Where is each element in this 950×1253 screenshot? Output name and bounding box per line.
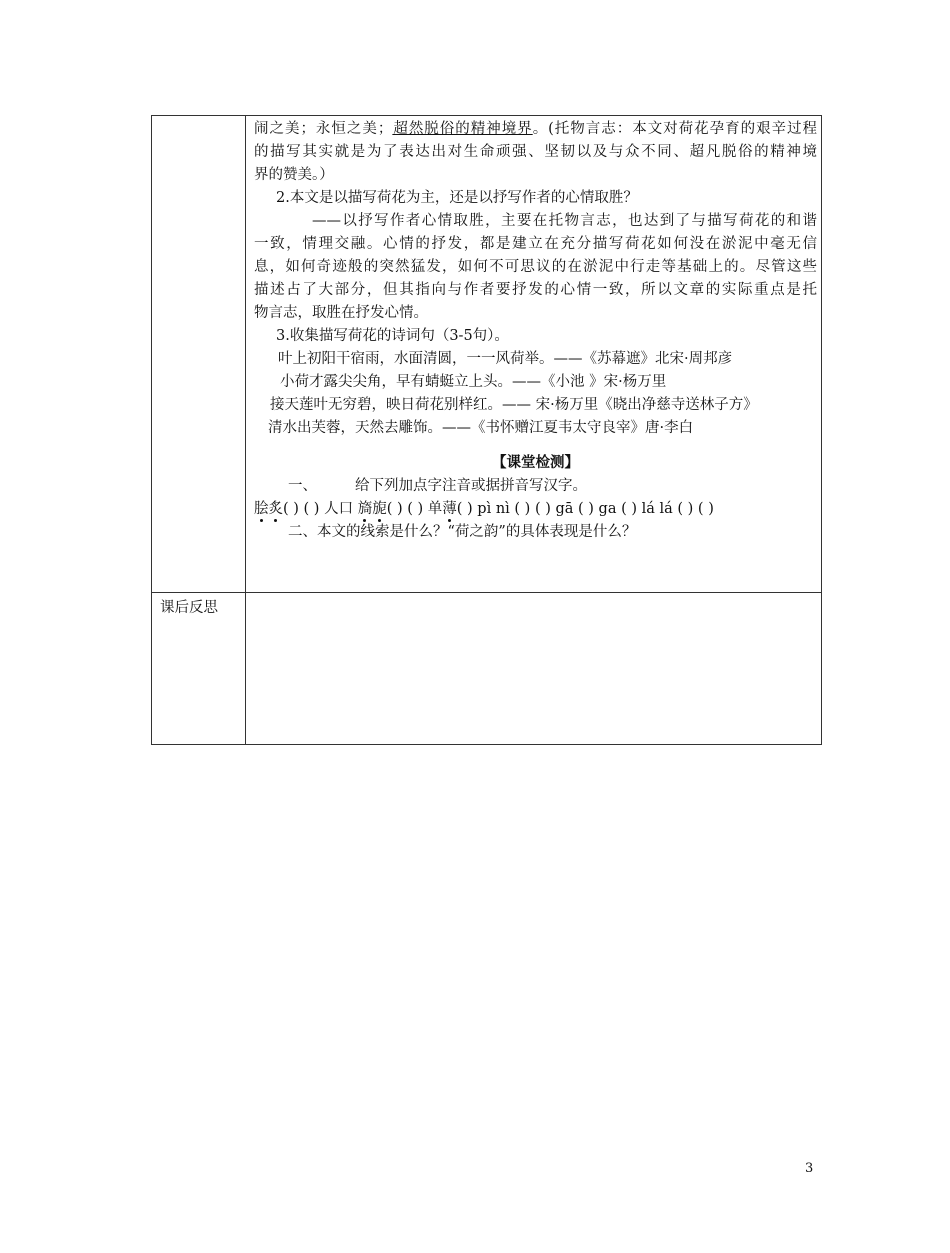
poem-line: 接天莲叶无穷碧，映日荷花别样红。—— 宋·杨万里《晓出净慈寺送林子方》 <box>270 397 758 413</box>
spacer <box>254 440 817 452</box>
answer-line: 物言志，取胜在抒发心情。 <box>254 305 428 321</box>
reflection-cell <box>246 592 822 744</box>
exercise-number: 一、 <box>288 478 317 494</box>
lesson-table <box>151 115 822 745</box>
content-row <box>152 116 822 593</box>
exercise-text: 给下列加点字注音或据拼音写汉字。 <box>355 478 587 494</box>
answer-line: 息，如何奇迹般的突然猛发，如何不可思议的在淤泥中行走等基础上的。尽管这些 <box>254 259 817 275</box>
exercise-2: 二、本文的线索是什么？“荷之韵”的具体表现是什么？ <box>288 524 637 540</box>
poem-line: 清水出芙蓉，天然去雕饰。——《书怀赠江夏韦太守良宰》唐·李白 <box>268 420 694 436</box>
paragraph-line <box>254 118 817 141</box>
question-3: 3.收集描写荷花的诗词句（3-5句）。 <box>276 328 509 344</box>
left-empty-cell <box>152 116 246 593</box>
answer-line: ——以抒写作者心情取胜，主要在托物言志，也达到了与描写荷花的和谐 <box>312 213 817 229</box>
page-number: 3 <box>805 1161 814 1176</box>
blank-text: ( ) ( ) 人口 <box>283 501 358 517</box>
section-title: 【课堂检测】 <box>492 455 579 471</box>
content-cell <box>246 116 822 593</box>
dotted-char: 薄 <box>442 501 457 517</box>
dotted-char: 旖 <box>357 501 373 517</box>
exercise-1 <box>254 475 817 498</box>
blank-text: ( ) ( ) 单 <box>386 501 443 517</box>
exercise-1-items <box>254 498 817 521</box>
dotted-char: 旎 <box>372 501 387 517</box>
reflection-label: 课后反思 <box>152 592 246 744</box>
answer-line: 一致，情理交融。心情的抒发，都是建立在充分描写荷花如何没在淤泥中毫无信 <box>254 236 817 252</box>
underlined-text: 超然脱俗的精神境界 <box>392 121 533 137</box>
dotted-char: 脍 <box>254 501 269 517</box>
text-span: 。(托物言志：本文对荷花孕育的艰辛过程 <box>532 121 818 137</box>
question-2: 2.本文是以描写荷花为主，还是以抒写作者的心情取胜？ <box>276 190 638 206</box>
paragraph-line: 界的赞美。） <box>254 167 334 183</box>
answer-line: 描述占了大部分，但其指向与作者要抒发的心情一致，所以文章的实际重点是托 <box>254 282 817 298</box>
poem-line: 叶上初阳干宿雨，水面清圆，一一风荷举。——《苏幕遮》北宋·周邦彦 <box>278 351 733 367</box>
text-span: 闹之美；永恒之美； <box>254 121 393 137</box>
paragraph-line: 的描写其实就是为了表达出对生命顽强、坚韧以及与众不同、超凡脱俗的精神境 <box>254 144 817 160</box>
reflection-row <box>152 592 822 744</box>
dotted-char: 炙 <box>268 501 283 517</box>
blank-text: ( ) pì nì ( ) ( ) gā ( ) ga ( ) lá lá ( ) ( ) <box>456 501 714 517</box>
poem-line: 小荷才露尖尖角，早有蜻蜓立上头。——《小池 》宋·杨万里 <box>280 374 667 390</box>
